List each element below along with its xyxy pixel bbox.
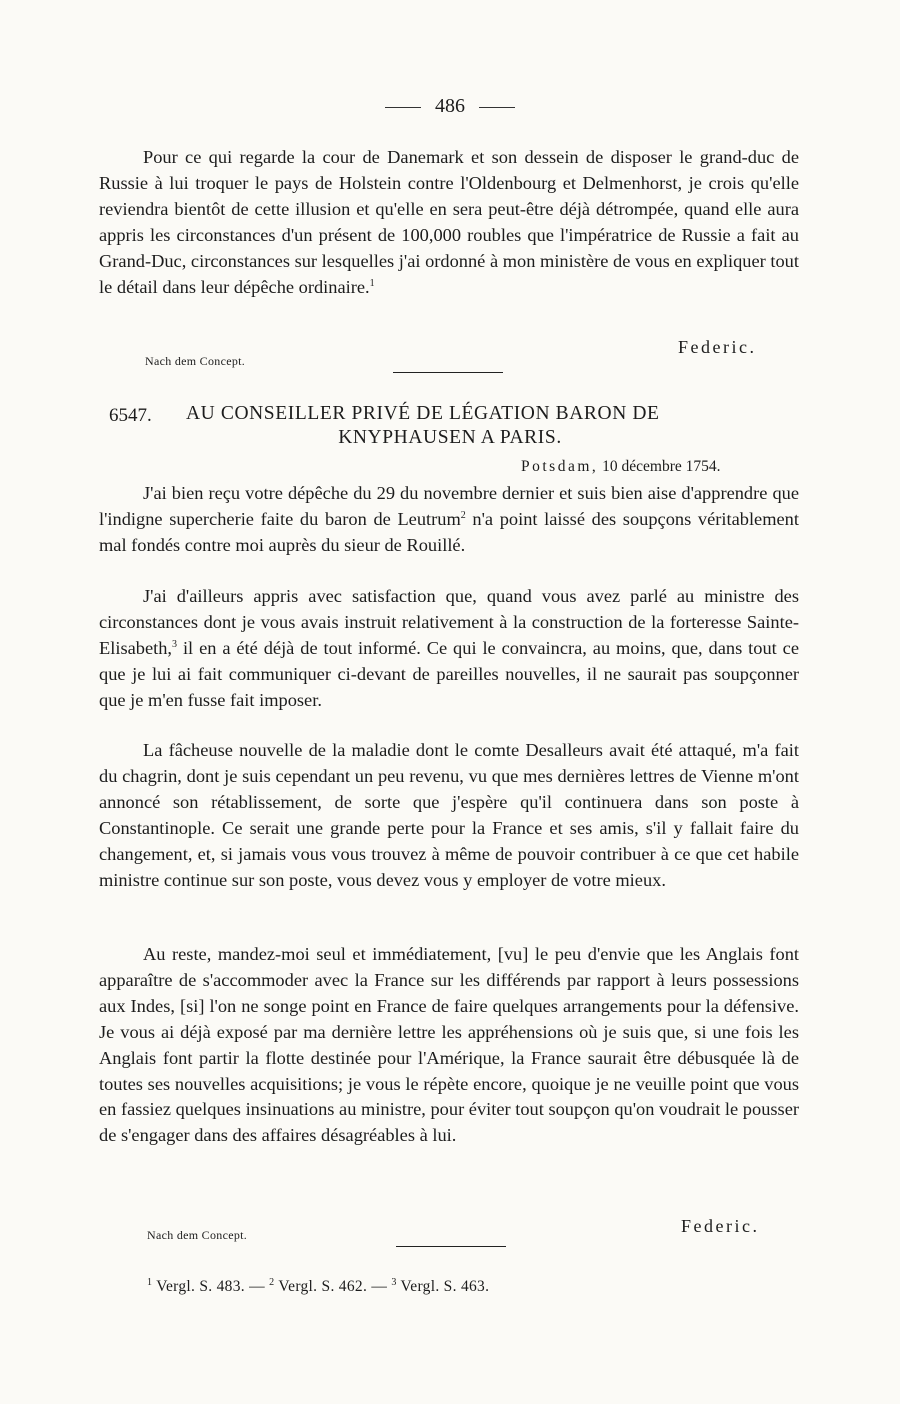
page-number-dash-right (479, 107, 515, 108)
previous-letter-source: Nach dem Concept. (145, 354, 246, 368)
letter-paragraph-2 (99, 584, 799, 714)
letter-source: Nach dem Concept. (147, 1228, 248, 1242)
footnote-1-mark: 1 (147, 1276, 153, 1288)
footnote-3-mark: 3 (391, 1276, 397, 1288)
footnote-3-text: Vergl. S. 463. (400, 1278, 490, 1295)
paragraph-1-text-b: n'a point laissé des soupçons véritablement mal fondés contre moi auprès du sieur de Rouillé. (99, 508, 799, 555)
previous-letter-signature: Federic. (678, 337, 757, 357)
footnote-separator: — (371, 1278, 388, 1295)
previous-letter-body (99, 145, 799, 300)
page-number-text: 486 (435, 95, 465, 117)
letter-paragraph-4 (99, 942, 799, 1149)
letter-heading-line2: KNYPHAUSEN A PARIS. (338, 427, 562, 448)
paragraph-2-text-a: J'ai d'ailleurs appris avec satisfaction que, quand vous avez parlé au ministre des circonstances dont je vous avais instruit relativement à la construction de la forteresse Sainte-Elisabeth, (99, 586, 799, 658)
page-number (0, 95, 900, 118)
previous-letter-text: Pour ce qui regarde la cour de Danemark et son dessein de disposer le grand-duc de Russie à lui troquer le pays de Holstein contre l'Oldenbourg et Delmenhorst, je crois qu'elle reviendra bientôt de cette illusion et qu'elle en sera peut-être déjà détrompée, quand elle aura appris les circonstances d'un présent de 100,000 roubles que l'impératrice de Russie a fait au Grand-Duc, circonstances sur lesquelles j'ai ordonné à mon ministère de vous en expliquer tout le détail dans leur dépêche ordinaire. (99, 147, 799, 297)
paragraph-3-text: La fâcheuse nouvelle de la maladie dont le comte Desalleurs avait été attaqué, m'a fait du chagrin, dont je suis cependant un peu revenu, vu que mes dernières lettres de Vienne m'ont annoncé son rétablissement, de sorte que j'espère qu'il continuera dans son poste à Constantinople. Ce serait une grande perte pour la France et ses amis, s'il y fallait faire du changement, et, si jamais vous vous trouvez à même de pouvoir contribuer à ce que cet habile ministre continue sur son poste, vous devez vous y employer de votre mieux. (99, 740, 799, 890)
letter-dateline (521, 458, 721, 476)
letter-paragraph-3 (99, 738, 799, 893)
footnote-ref-2: 2 (460, 509, 466, 521)
footnote-ref-3: 3 (172, 638, 178, 650)
page-number-dash-left (385, 107, 421, 108)
letter-signature: Federic. (681, 1216, 760, 1236)
footnotes (147, 1278, 489, 1296)
date-text: 10 décembre 1754. (602, 458, 721, 475)
section-divider (393, 372, 503, 373)
footnote-1-text: Vergl. S. 483. (156, 1278, 245, 1295)
paragraph-4-text: Au reste, mandez-moi seul et immédiatement, [vu] le peu d'envie que les Anglais font apparaître de s'accommoder avec la France sur les différends par rapport à leurs possessions aux Indes, [si] l'on ne songe point en France de faire quelques arrangements pour la défensive. Je vous ai déjà exposé par ma dernière lettre les appréhensions où je suis que, si une fois les Anglais font partir la flotte destinée pour l'Amérique, la France saurait être débusquée là de toutes ses nouvelles acquisitions; je vous le répète encore, quoique je ne veuille point que vous en fassiez quelques insinuations au ministre, pour éviter tout soupçon qu'on voudrait le pousser de s'engager dans des affaires désagréables à lui. (99, 944, 799, 1146)
paragraph-2-text-b: il en a été déjà de tout informé. Ce qui le convaincra, au moins, que, dans tout ce que je lui ai fait communiquer ci-devant de pareilles nouvelles, il ne saurait pas soupçonner que je m'en fusse fait imposer. (99, 637, 799, 710)
date-place: Potsdam, (521, 458, 599, 475)
footnote-2-text: Vergl. S. 462. (278, 1278, 368, 1295)
letter-paragraph-1 (99, 481, 799, 559)
letter-heading-line1: AU CONSEILLER PRIVÉ DE LÉGATION BARON DE (186, 403, 660, 424)
footnote-divider (396, 1246, 506, 1247)
footnote-2-mark: 2 (269, 1276, 275, 1288)
paragraph-1-text-a: J'ai bien reçu votre dépêche du 29 du novembre dernier et suis bien aise d'apprendre que l'indigne supercherie faite du baron de Leutrum (99, 483, 799, 529)
footnote-separator: — (249, 1278, 265, 1295)
letter-number: 6547. (109, 405, 152, 426)
footnote-ref-1: 1 (369, 277, 375, 289)
